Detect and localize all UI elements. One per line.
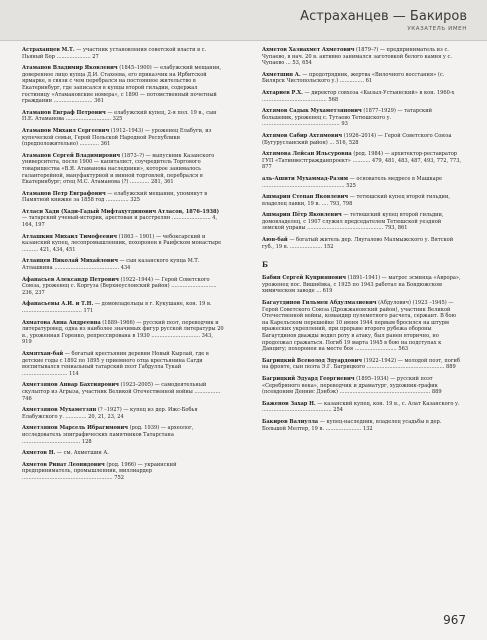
header-title: Астраханцев — Бакиров bbox=[300, 9, 467, 24]
entry-text: — участник установления советской власти в с. Пьяный Бор ..................... 27 bbox=[22, 47, 207, 60]
entry-text: — елабужский мещанин, упомянут в Памятной книжке за 1858 год .............. 325 bbox=[22, 190, 208, 204]
entry-name: Ахметшин А. bbox=[262, 71, 301, 78]
entry-name: Атаманов Евграф Петрович bbox=[22, 109, 106, 116]
index-entry bbox=[262, 194, 464, 207]
index-entry bbox=[22, 258, 224, 271]
index-entry bbox=[22, 234, 224, 254]
entry-text: — тетюшский купец второй гильдии, владелец лавки, 19 в. .... 793, 798 bbox=[262, 194, 450, 207]
entry-name: Атаманов Владимир Яковлевич bbox=[22, 65, 118, 72]
entry-text: — купец-наследник, владелец усадьбы в дер. Большой Мелтер, 19 в. ...................... 132 bbox=[262, 418, 442, 432]
index-entry bbox=[22, 351, 224, 377]
running-header bbox=[0, 0, 487, 41]
entry-name: Афанасьевы А.И. и Т.Н. bbox=[22, 301, 94, 308]
entry-name: Ахметзянов Анвар Бахтиярович bbox=[22, 382, 119, 389]
entry-text: (1891–1941) — матрос эсминца «Аврора», уроженец пос. Вишнёвка, с 1925 по 1943 работал на Бондюжском химическом заводе ... 619 bbox=[262, 275, 461, 295]
index-entry bbox=[262, 176, 464, 189]
entry-text: (1879–?) — предприниматель из с. Чупаево, в нач. 20 в. активно занимался заготовкой белого камня у с. Чупаево ... 53, 654 bbox=[262, 47, 452, 67]
entry-name: Афанасьев Александр Петрович bbox=[22, 276, 119, 283]
entry-text: — богатый крестьянин деревни Новый Кырлай, где в детские годы с 1892 по 1895 у приемного отца крестьянина Сагди воспитывался гениальный татарский поэт Габдулла Тукай ............................ 114 bbox=[22, 350, 209, 377]
entry-name: Ахматова Анна Андреевна bbox=[22, 319, 101, 326]
index-entry bbox=[262, 72, 464, 85]
index-entry bbox=[22, 47, 224, 60]
page-number: 967 bbox=[443, 613, 466, 627]
index-column-left bbox=[22, 47, 224, 486]
entry-text: (1895–1934) — русский поэт «Серебряного века», переводчик и драматург, художник-график (псевдоним Деннис Дэнбэк) ........................................................ 889 bbox=[262, 375, 442, 396]
entry-name: Атлашкин Михаил Тимофеевич bbox=[22, 233, 118, 240]
entry-name: Ашмарин Пётр Яковлевич bbox=[262, 212, 342, 219]
index-entry bbox=[22, 301, 224, 314]
entry-name: Баженов Захар Н. bbox=[262, 400, 316, 407]
index-entry bbox=[22, 382, 224, 402]
entry-name: Ахтямов Садык Мухаметзянович bbox=[262, 108, 362, 115]
index-entry bbox=[262, 237, 464, 250]
entry-name: Багаутдинов Гильмен Абдулмазиевич bbox=[262, 300, 377, 307]
entry-name: Ашмарин Степан Яковлевич bbox=[262, 194, 349, 201]
entry-name: аль-Ашити Мухаммад-Разим bbox=[262, 175, 349, 182]
entry-text: (1863 – 1901) — чебоксарский и казанский купец, лесопромышленник, похоронен в Раифском монастыре .......... 421, 434, 451 bbox=[22, 233, 222, 253]
entry-name: Ахметов Хазиахмет Ахметович bbox=[262, 47, 355, 53]
entry-text: (1845–1900) — елабужский мещанин, доверенное лицо купца Д.И. Стахеева, его приказчик на Ирбитской ярмарке, в связи с чем перебрался на постоянное жительство в Екатеринбург, где записался в купцы второй гильдии, содержал гостиницу «Атамановские номера», с 1890 — потомственный почетный гражданин ........................ 361 bbox=[22, 65, 222, 105]
entry-text: — богатый житель дер. Ляугалово Малмыжского у. Вятской губ., 19 в. .................... 152 bbox=[262, 237, 454, 250]
index-entry bbox=[22, 110, 224, 123]
header-subtitle: УКАЗАТЕЛЬ ИМЕН bbox=[407, 26, 467, 32]
entry-name: Ахметов Ринат Леонидович bbox=[22, 461, 105, 468]
index-column-right bbox=[262, 47, 464, 437]
entry-name: Атаманов Сергей Владимирович bbox=[22, 152, 121, 159]
entry-text: — основатель медресе в Машкаре ................................................... 525 bbox=[262, 175, 442, 189]
entry-text: (род. 1966) — украинский предприниматель, промышленник, миллиардер ........................................................ 752 bbox=[22, 461, 177, 481]
index-entry bbox=[262, 212, 464, 232]
entry-text: — продотрядник, жертва «Вилочного восстания» (с. Билярск Чистопольского у.) ............... 61 bbox=[262, 71, 445, 85]
index-entry bbox=[22, 462, 224, 482]
entry-name: Ахтариев Р.Х. bbox=[262, 89, 303, 96]
entry-text: (1889–1966) — русский поэт, переводчик и литературовед, одна из наиболее значимых фигур русской литературы 20 в., уроженная Горенко, репрессирована в 1930 .............................. 343, 919 bbox=[22, 319, 224, 346]
entry-text: (1922–1942) — молодой поэт, погиб на фронте, сын поэта Э.Г. Багрицкого ................................................ 889 bbox=[262, 357, 460, 371]
entry-text: — домовладельцы в г. Кукушане, кон. 19 в. ..................................... 171 bbox=[22, 301, 212, 314]
entry-text: — татарский ученый-историк, арестован и расстрелян ........................ 4, 164, 197 bbox=[22, 215, 218, 229]
entry-name: Атаманов Михаил Сергеевич bbox=[22, 127, 110, 134]
entry-name: Астраханцев М.Т. bbox=[22, 47, 75, 53]
entry-name: Багрицкий Эдуард Георгиевич bbox=[262, 375, 355, 382]
entry-text: — сын казанского купца М.Т. Атлашкина ........................................ 434 bbox=[22, 258, 200, 272]
index-entry bbox=[22, 277, 224, 297]
entry-text: (род. 1939) — археолог, исследователь эпиграфических памятников Татарстана .................................... 128 bbox=[22, 425, 194, 445]
entry-name: Ахтямов Сабир Ахтямович bbox=[262, 132, 343, 139]
index-entry bbox=[22, 320, 224, 346]
entry-name: Бабин Сергей Куприянович bbox=[262, 275, 346, 282]
index-entry bbox=[262, 133, 464, 146]
index-entry bbox=[22, 407, 224, 420]
entry-name: Ахметзянов Марсель Ибрагимович bbox=[22, 425, 128, 432]
entry-name: Ахметзянов Мухаметзян bbox=[22, 407, 97, 414]
entry-name: Аюн-бай bbox=[262, 237, 288, 244]
entry-name: Ахмятхан-бай bbox=[22, 350, 64, 357]
entry-name: Бакиров Валиулла bbox=[262, 418, 319, 425]
index-entry bbox=[22, 65, 224, 105]
entry-text: — тетюшский купец второй гильдии, домовладелец, с 1907 служил председателем Тетюшской уездной земской управы ............................................... 793, 861 bbox=[262, 212, 444, 232]
index-entry bbox=[262, 47, 464, 67]
index-entry bbox=[22, 450, 224, 457]
entry-name: Ахметов Н. bbox=[22, 450, 56, 457]
entry-text: (1923–2005) — самодеятельный скульптор из Агрыза, участник Великой Отечественной войны ................ 746 bbox=[22, 382, 221, 402]
index-entry bbox=[262, 275, 464, 295]
entry-text: — директор совхоза «Кызыл-Устьинский» в кон. 1960-х ........................................ 568 bbox=[262, 89, 455, 103]
index-entry bbox=[262, 401, 464, 414]
entry-text: (Абдулович) (1923 –1945) — Герой Советского Союза (Дрожжановский район), участник Великой Отечественной войны, командир пулеметного расчета, сержант. В бою на Карельском перешейке 10 июня 1944 первым бросился на штурм вражеских укреплений, при прорыве второго рубежа обороны Багаутдинов дважды водил роту в атаку, был ранен вторично, но продолжал сражаться. Погиб 19 марта 1945 в бою на подступах к Данцигу; похоронен на месте боя .......................... 563 bbox=[262, 300, 456, 353]
entry-text: (род. 1984) — архитектор-реставратор ГУП «Татинвестгражданпроект» ........... 479, 481, 483, 487, 493, 772, 773, 877 bbox=[262, 151, 462, 171]
index-entry bbox=[22, 425, 224, 445]
index-entry bbox=[262, 151, 464, 171]
index-entry bbox=[262, 358, 464, 371]
entry-text: (1877–1929) — татарский большевик, уроженец с. Тутаево Тетюшского у. ................................................ 93 bbox=[262, 108, 432, 128]
index-entry bbox=[22, 128, 224, 148]
index-entry bbox=[262, 108, 464, 128]
entry-text: — елабужский купец, 2-я пол. 19 в., сын П.Е. Атаманова ............................ 325 bbox=[22, 109, 217, 123]
entry-text: (1873–?) — выпускник Казанского университета, после 1900 — капиталист, соучредитель Торгового товарищества «В.Я. Атаманова наследники», которое занималось галантерейной, мануфактурной и винной торговлей, перебрался в Екатеринбург; отец М.С. Атаманова (?) ............ 281, 361 bbox=[22, 152, 215, 186]
section-letter: Б bbox=[262, 260, 268, 270]
entry-text: (? –1927) — купец из дер. Ижс-Бобья Елабужского у. ............. 20, 21, 23, 24 bbox=[22, 407, 198, 420]
index-entry bbox=[262, 300, 464, 353]
entry-name: Атаманов Петр Евграфович bbox=[22, 190, 106, 197]
entry-text: — см. Ахметшин А. bbox=[55, 450, 109, 457]
entry-name: Атласи Хади (Хади-Гадый Мифтахутдинович Атласов, 1876–1938) bbox=[22, 208, 219, 215]
index-entry bbox=[262, 376, 464, 396]
index-entry bbox=[22, 153, 224, 186]
entry-name: Багрицкий Всеволод Эдуардович bbox=[262, 357, 363, 364]
entry-text: — казанский купец, кон. 19 в., с. Алат Казанского у. ........................................... 254 bbox=[262, 400, 460, 414]
entry-name: Ахтямова Лейсан Ильсуровна bbox=[262, 151, 352, 158]
index-entry bbox=[22, 209, 224, 229]
index-entry bbox=[262, 90, 464, 103]
entry-text: (1912–1943) — уроженец Елабуги, из купеческой семьи, Герой Польской Народной Республики (предположительно) ............ 361 bbox=[22, 127, 212, 148]
index-entry bbox=[22, 191, 224, 204]
entry-text: (1926–2014) — Герой Советского Союза (Бугурусланский район) ... 516, 528 bbox=[262, 132, 452, 146]
entry-name: Атланцев Николай Михайлович bbox=[22, 258, 118, 265]
index-entry bbox=[262, 419, 464, 432]
entry-text: (1922–1944) — Герой Советского Союза, уроженец с. Коргуза (Верхнеуслонский район) ............................ 236, 237 bbox=[22, 276, 217, 296]
